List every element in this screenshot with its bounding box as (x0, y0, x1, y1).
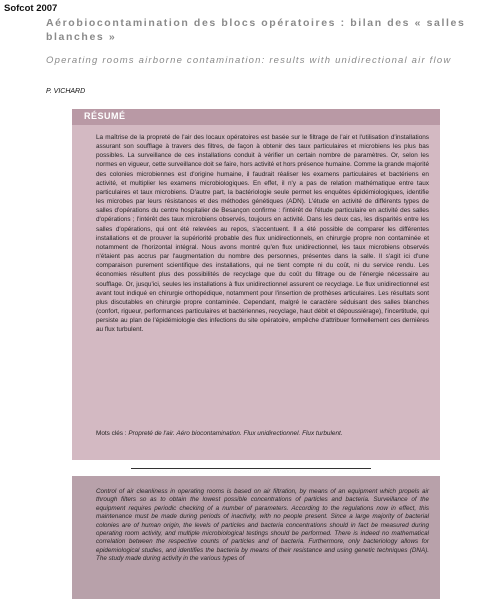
resume-header-bar (72, 109, 440, 125)
keywords (96, 429, 429, 438)
abstract-body: Control of air cleanliness in operating rooms is based on air filtration, by means of an equipment which propels air through filters so as to obtain the lowest possible concentrations of particles and bacteria. Surveillance of the equipment requires periodic checking of a number of parameters. According to the regulations now in effect, this maintenance must be made during periods of inactivity, with no people present. Since a large majority of bacterial colonies are of human origin, the levels of particles and bacteria concentrations should in fact be measured during operating room activity, and multiple microbiological testings should be performed. There is indeed no mathematical correlation between the respective counts of particles and of bacteria. Furthermore, only bacteriology allows for epidemiological studies, and identifies the bacteria by means of their resistance and using genetic techniques (DNA). The study made during activity in the various types of (96, 488, 429, 563)
section-divider (131, 468, 371, 469)
article-title: Aérobiocontamination des blocs opératoires : bilan des « salles blanches » (46, 17, 466, 43)
keywords-values: Propreté de l'air. Aéro biocontamination. Flux unidirectionnel. Flux turbulent. (128, 430, 343, 437)
resume-body: La maîtrise de la propreté de l'air des locaux opératoires est basée sur le filtrage de l'air et l'utilisation d'installations assurant son soufflage à travers des filtres, de façon à obtenir des taux particulaires et microbiens les plus bas possibles. La surveillance de ces installations conduit à vérifier un certain nombre de paramètres. Or, selon les normes en vigueur, cette surveillance doit se faire, hors activité et hors présence humaine. Comme la grande majorité des colonies microbiennes est d'origine humaine, il faudrait réaliser les examens particulaires et bactériens en activité, et multiplier les examens microbiologiques. En effet, il n'y a pas de relation mathématique entre taux particulaires et taux microbiens. D'autre part, la bactériologie seule permet les enquêtes épidémiologiques, identifie les microbes par leurs résistances et des méthodes génétiques (ADN). L'étude en activité de différents types de salles d'opérations du centre hospitalier de Besançon confirme : l'intérêt de l'étude particulaire en activité des salles d'opérations ; l'intérêt des taux microbiens observés, toujours en activité. Dans les deux cas, les disparités entre les salles d'opérations, qui ont été relevées au repos, s'accentuent. Il a été possible de comparer les différentes installations et de prouver la supériorité probable des flux unidirectionnels, en chirurgie propre non contaminée et notamment de l'horizontal intégral. Nous avons montré qu'en flux unidirectionnel, les taux microbiens observés n'étaient pas accrus par l'augmentation du nombre des personnes, présentes dans la salle. Il s'agit ici d'une comparaison purement scientifique des installations, qui ne tient compte ni du coût, ni du service rendu. Les économies résultent plus des possibilités de recyclage que du coût du filtrage ou de l'énergie nécessaire au soufflage. Or, jusqu'ici, seules les installations à flux unidirectionnel assurent ce recyclage. Le flux unidirectionnel est avant tout indiqué en chirurgie orthopédique, notamment pour l'insertion de prothèses articulaires. Les résultats sont plus discutables en chirurgie propre contaminée. Cependant, malgré le caractère séduisant des salles blanches (confort, rigueur, performances particulaires et bactériennes, recyclage, haut débit et dépoussiérage), l'incertitude, qui persiste au plan de l'épidémiologie des infections du site opératoire, empêche d'attribuer formellement ces dernières au flux turbulent. (96, 134, 429, 334)
resume-heading: RÉSUMÉ (84, 111, 126, 121)
abstract-section (72, 476, 440, 599)
article-author: P. VICHARD (46, 88, 86, 95)
article-subtitle: Operating rooms airborne contamination: results with unidirectional air flow (46, 55, 452, 66)
journal-header: Sofcot 2007 (4, 3, 58, 14)
resume-section (72, 109, 440, 460)
keywords-label: Mots clés : (96, 430, 127, 437)
